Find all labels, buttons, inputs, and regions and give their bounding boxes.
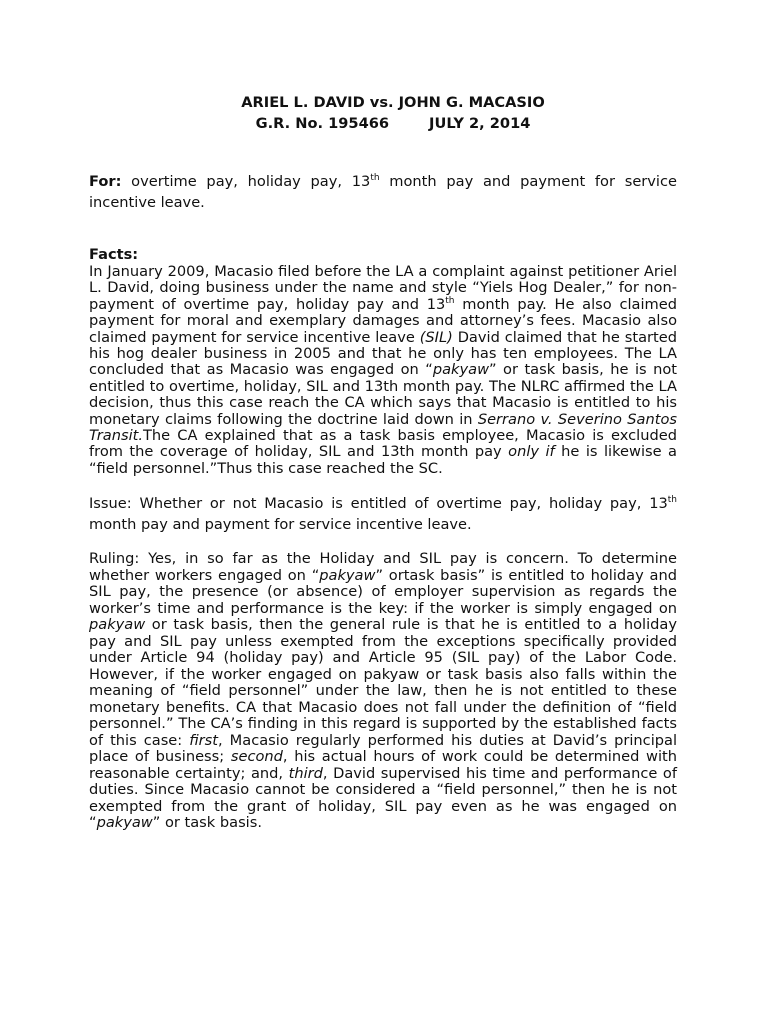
- case-reference: [109, 113, 677, 134]
- case-title-block: [109, 92, 677, 134]
- case-date: JULY 2, 2014: [429, 115, 531, 132]
- case-title: ARIEL L. DAVID vs. JOHN G. MACASIO: [241, 94, 545, 111]
- facts-text-5: The CA explained that as a task basis employee, Macasio is excluded from the coverage of holiday, SIL and 13th month pay: [89, 427, 677, 461]
- ruling-text-2: ” ortask basis” is entitled to holiday and SIL pay, the presence (or absence) of employer supervision as regards the worker’s time and performance is the key: if the worker is simply engaged on: [89, 566, 677, 617]
- ruling-text-7: ” or task basis.: [152, 814, 262, 832]
- facts-text-3: David claimed that he started his hog dealer business in 2005 and that he only has ten employees. The LA concluded that as Macasio was engaged on “: [89, 328, 677, 379]
- ruling-text-5: , his actual hours of work could be determined with reasonable certainty; and,: [89, 748, 677, 782]
- ruling-text-3: or task basis, then the general rule is that he is entitled to a holiday pay and SIL pay unless exempted from the exceptions specifically provided under Article 94 (holiday pay) and Article 95 (SIL pay) of the Labor Code. However, if the worker engaged on pakyaw or task basis also falls within the meaning of “field personnel” under the law, then he is not entitled to these monetary benefits. CA that Macasio does not fall under the definition of “field personnel.” The CA’s finding in this regard is supported by the established facts of this case:: [89, 616, 677, 749]
- facts-text-2: month pay. He also claimed payment for moral and exemplary damages and attorney’s fees. Macasio also claimed payment for service incentive leave: [89, 295, 677, 346]
- ruling-italic-second: second: [230, 748, 283, 766]
- facts-paragraph: [89, 264, 677, 477]
- ruling-italic-first: first: [189, 731, 218, 749]
- facts-italic-only-if: only if: [508, 443, 555, 461]
- issue-text-a: Issue: Whether or not Macasio is entitled of overtime pay, holiday pay, 13: [89, 495, 668, 513]
- document-page: [89, 92, 677, 832]
- ruling-text-1: Ruling: Yes, in so far as the Holiday and SIL pay is concern. To determine whether workers engaged on “: [89, 550, 677, 584]
- facts-text-1: In January 2009, Macasio filed before the LA a complaint against petitioner Ariel L. David, doing business under the name and style “Yiels Hog Dealer,” for non-payment of overtime pay, holiday pay and 13: [89, 263, 677, 313]
- for-text-b: month pay and payment for service incentive leave.: [89, 173, 677, 211]
- issue-text-b: month pay and payment for service incentive leave.: [89, 516, 472, 534]
- ruling-italic-third: third: [288, 764, 323, 782]
- ruling-text-4: , Macasio regularly performed his duties at David’s principal place of business;: [89, 731, 678, 766]
- facts-heading: Facts:: [89, 246, 139, 263]
- facts-text-4: ” or task basis, he is not entitled to overtime, holiday, SIL and 13th month pay. The NLRC affirmed the LA decision, thus this case reach the CA which says that Macasio is entitled to his monetary claims following the doctrine laid down in: [89, 361, 677, 428]
- issue-section: [89, 493, 677, 535]
- for-section: [89, 171, 677, 213]
- for-label: For:: [89, 173, 122, 190]
- ruling-section: [89, 551, 677, 832]
- ruling-italic-pakyaw-3: pakyaw: [96, 814, 153, 832]
- ruling-italic-pakyaw-1: pakyaw: [319, 566, 376, 584]
- facts-italic-case-citation: Serrano v. Severino Santos Transit.: [89, 410, 677, 445]
- facts-italic-pakyaw: pakyaw: [432, 361, 490, 379]
- issue-superscript: th: [667, 495, 677, 506]
- facts-italic-sil: (SIL): [419, 328, 453, 346]
- case-gr-number: G.R. No. 195466: [255, 115, 390, 132]
- for-superscript: th: [370, 173, 380, 184]
- ruling-text-6: , David supervised his time and performance of duties. Since Macasio cannot be considered a “field personnel,” then he is not exempted from the grant of holiday, SIL pay even as he was engaged on “: [89, 764, 677, 832]
- facts-superscript: th: [445, 295, 455, 306]
- for-text-a: overtime pay, holiday pay, 13: [121, 173, 371, 190]
- ruling-italic-pakyaw-2: pakyaw: [89, 616, 146, 634]
- facts-text-6: he is likewise a “field personnel.”Thus this case reached the SC.: [89, 443, 678, 477]
